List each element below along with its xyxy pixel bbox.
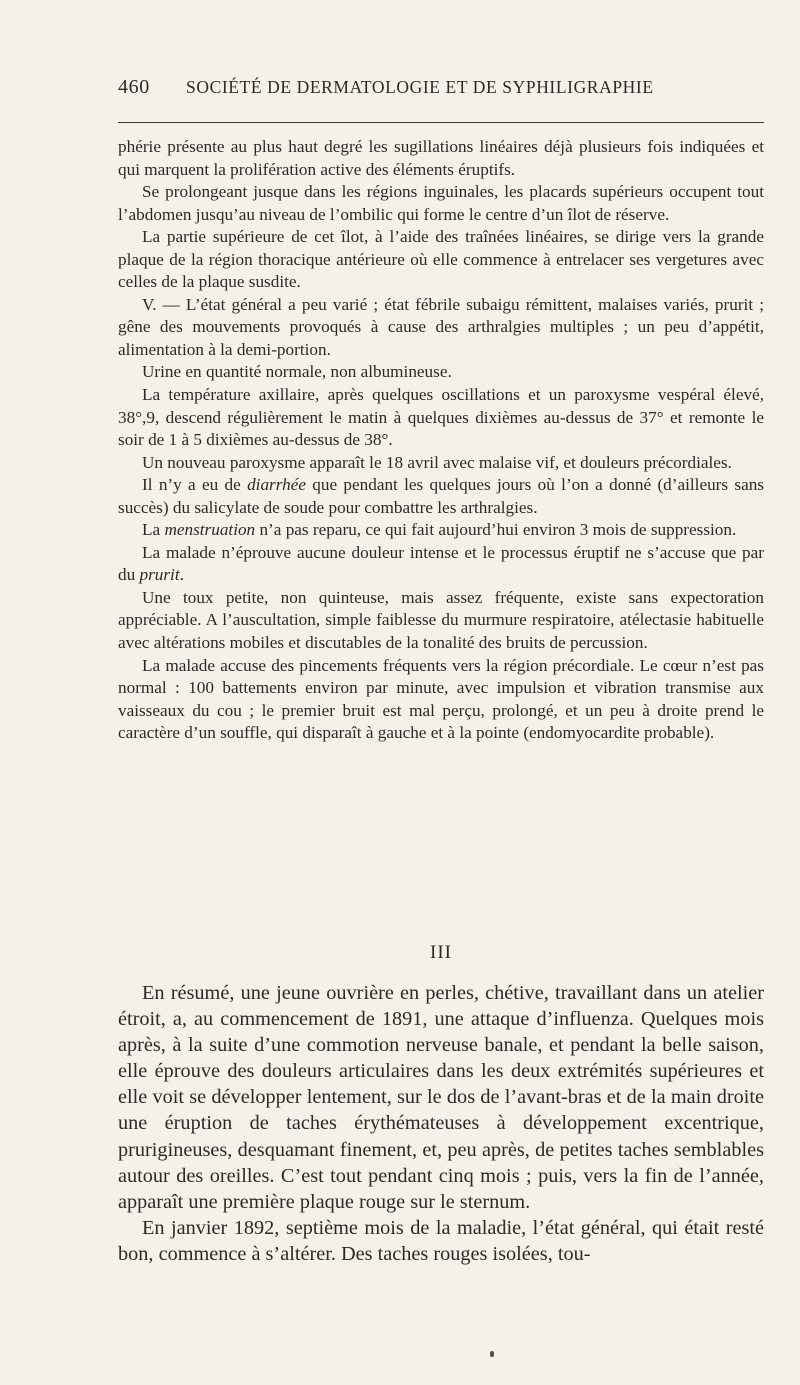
paragraph-text: Un nouveau paroxysme apparaît le 18 avril avec malaise vif, et douleurs précordiales. xyxy=(142,452,732,472)
paragraph xyxy=(118,519,764,542)
paragraph xyxy=(118,226,764,294)
paragraph xyxy=(118,655,764,745)
section-heading: III xyxy=(430,942,452,963)
paragraph xyxy=(118,587,764,655)
running-header xyxy=(118,76,764,99)
paragraph-text: Une toux petite, non quinteuse, mais assez fréquente, existe sans expectoration appréciable. A l’auscultation, simple faiblesse du murmure respiratoire, atélectasie habituelle avec altérations mobiles et discutables de la tonalité des bruits de percussion. xyxy=(118,587,764,653)
case-report-text xyxy=(118,136,764,745)
paragraph xyxy=(118,361,764,384)
paragraph xyxy=(118,294,764,362)
italic-term: prurit xyxy=(139,565,180,585)
running-title: SOCIÉTÉ DE DERMATOLOGIE ET DE SYPHILIGRAPHIE xyxy=(186,77,654,97)
summary-text xyxy=(118,980,764,1267)
page-number: 460 xyxy=(118,76,150,98)
paragraph-text: V. — L’état général a peu varié ; état fébrile subaigu rémittent, malaises variés, prurit ; gêne des mouvements provoqués à cause des arthralgies multiples ; un peu d’appétit, alimentation à la demi-portion. xyxy=(118,294,764,359)
paragraph-text: En résumé, une jeune ouvrière en perles, chétive, travaillant dans un atelier étroit, a, au commencement de 1891, une attaque d’influenza. Quelques mois après, à la suite d’une commotion nerveuse banale, et pendant la belle saison, elle éprouve des douleurs articulaires dans les deux extrémités supérieures et elle voit se développer lentement, sur le dos de l’avant-bras et de la main droite une éruption de taches érythémateuses à développement excentrique, prurigineuses, desquamant finement, et, peu après, de petites taches semblables autour des oreilles. C’est tout pendant cinq mois ; puis, vers la fin de l’année, apparaît une première plaque rouge sur le sternum. xyxy=(118,982,764,1213)
paragraph xyxy=(118,384,764,452)
paragraph-text: Urine en quantité normale, non albumineuse. xyxy=(142,362,452,382)
paragraph xyxy=(118,452,764,475)
paragraph xyxy=(118,136,764,181)
italic-term: menstruation xyxy=(164,520,256,540)
paragraph xyxy=(118,542,764,587)
paragraph xyxy=(118,181,764,226)
paragraph-text: Se prolongeant jusque dans les régions inguinales, les placards supérieurs occupent tout l’abdomen jusqu’au niveau de l’ombilic qui forme le centre d’un îlot de réserve. xyxy=(118,182,764,224)
paragraph-text: La malade n’éprouve aucune douleur intense et le processus éruptif ne s’accuse que par du xyxy=(118,542,764,585)
paragraph xyxy=(118,1215,764,1267)
paragraph xyxy=(118,980,764,1215)
paragraph-text: phérie présente au plus haut degré les sugillations linéaires déjà plusieurs fois indiquées et qui marquent la prolifération active des éléments éruptifs. xyxy=(118,137,764,179)
paragraph xyxy=(118,474,764,519)
page-mark xyxy=(490,1351,494,1357)
paragraph-text: Il n’y a eu de xyxy=(142,475,248,495)
paragraph-text: La xyxy=(142,520,165,540)
paragraph-text: . xyxy=(179,565,184,585)
paragraph-text: La malade accuse des pincements fréquents vers la région précordiale. Le cœur n’est pas normal : 100 battements environ par minute, avec impulsion et vibration transmise aux vaisseaux du cou ; le premier bruit est mal perçu, prolongé, et un peu à droite prend le caractère d’un souffle, qui disparaît à gauche et à la pointe (endomyocardite probable). xyxy=(118,655,764,743)
header-rule xyxy=(118,122,764,123)
paragraph-text: La partie supérieure de cet îlot, à l’aide des traînées linéaires, se dirige vers la grande plaque de la région thoracique antérieure où elle commence à entrelacer ses vergetures avec celles de la plaque susdite. xyxy=(118,227,764,292)
paragraph-text: que pendant les quelques jours où l’on a donné (d’ailleurs sans succès) du salicylate de soude pour combattre les arthralgies. xyxy=(118,475,764,517)
paragraph-text: En janvier 1892, septième mois de la maladie, l’état général, qui était resté bon, commence à s’altérer. Des taches rouges isolées, tou- xyxy=(118,1216,764,1265)
paragraph-text: La température axillaire, après quelques oscillations et un paroxysme vespéral élevé, 38°,9, descend régulièrement le matin à quelques dixièmes au-dessus de 37° et remonte le soir de 1 à 5 dixièmes au-dessus de 38°. xyxy=(118,385,764,450)
paragraph-text: n’a pas reparu, ce qui fait aujourd’hui environ 3 mois de suppression. xyxy=(255,520,737,540)
italic-term: diarrhée xyxy=(247,475,306,495)
